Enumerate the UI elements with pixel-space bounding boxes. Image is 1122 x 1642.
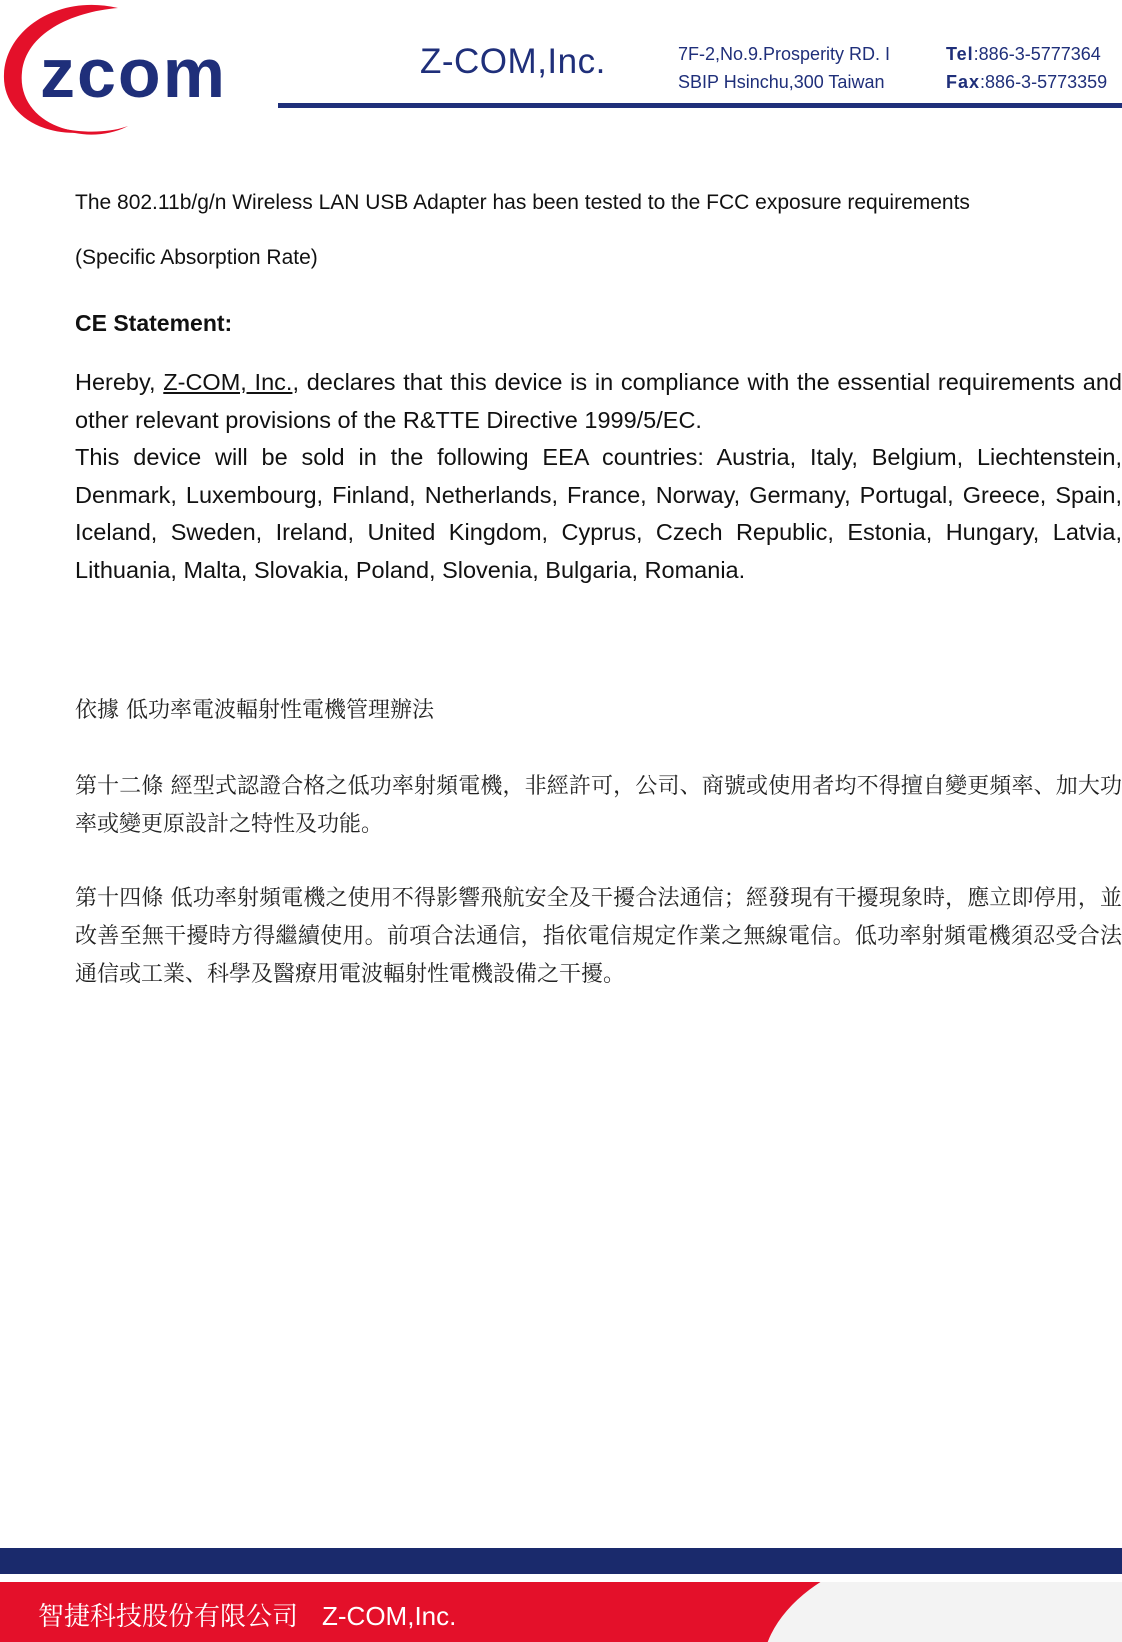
fcc-statement-line-1: The 802.11b/g/n Wireless LAN USB Adapter has been tested to the FCC exposure requirements <box>75 191 970 214</box>
ncc-regulation-title <box>75 695 1122 727</box>
page-header <box>0 0 1122 140</box>
ce-hereby-prefix: Hereby, <box>75 369 164 395</box>
ce-countries: This device will be sold in the following EEA countries: Austria, Italy, Belgium, Liechtenstein, Denmark, Luxembourg, Finland, Netherlands, France, Norway, Germany, Portugal, Greece, Spain, Iceland, Sweden, Ireland, United Kingdom, Cyprus, Czech Republic, Estonia, Hungary, Latvia, Lithuania, Malta, Slovakia, Poland, Slovenia, Bulgaria, Romania. <box>75 444 1122 583</box>
footer-company-name <box>38 1596 456 1633</box>
zcom-logo-graphic <box>0 0 280 140</box>
ncc-article-12 <box>75 768 1122 844</box>
ce-statement-body <box>75 364 1122 589</box>
address-line-1: 7F-2,No.9.Prosperity RD. I <box>678 44 891 64</box>
ncc-article-14-text: 第十四條 低功率射頻電機之使用不得影響飛航安全及干擾合法通信；經發現有干擾現象時，應立即停用，並改善至無干擾時方得繼續使用。前項合法通信，指依電信規定作業之無線電信。低功率射頻電機須忍受合法通信或工業、科學及醫療用電波輻射性電機設備之干擾。 <box>75 886 1122 987</box>
company-name: Z-COM,Inc. <box>420 42 606 81</box>
header-divider <box>278 103 1122 108</box>
page-footer <box>0 1548 1122 1642</box>
footer-gap <box>0 1574 1122 1582</box>
footer-company-cn: 智捷科技股份有限公司 <box>38 1602 299 1632</box>
ncc-article-14 <box>75 880 1122 994</box>
ce-declaration <box>75 364 1122 439</box>
ncc-title-text: 依據 低功率電波輻射性電機管理辦法 <box>75 698 434 723</box>
ce-statement-heading: CE Statement: <box>75 310 233 336</box>
footer-red-band <box>0 1582 1122 1642</box>
company-address <box>678 40 890 96</box>
tel-value: :886-3-5777364 <box>973 44 1101 64</box>
ncc-article-12-text: 第十二條 經型式認證合格之低功率射頻電機，非經許可，公司、商號或使用者均不得擅自變更頻率、加大功率或變更原設計之特性及功能。 <box>75 774 1122 837</box>
address-line-2: SBIP Hsinchu,300 Taiwan <box>678 72 885 92</box>
ce-hereby-rest: , declares that this device is in compliance with the essential requirements and other relevant provisions of the R&TTE Directive 1999/5/EC. <box>75 369 1122 433</box>
footer-navy-bar <box>0 1548 1122 1574</box>
tel-label: Tel <box>946 44 974 64</box>
document-body <box>75 190 1122 987</box>
fax-value: :886-3-5773359 <box>980 72 1108 92</box>
fax-line <box>946 68 1107 96</box>
zcom-logo <box>0 0 280 140</box>
tel-line <box>946 40 1107 68</box>
fcc-statement-line-2: (Specific Absorption Rate) <box>75 246 318 269</box>
fax-label: Fax <box>946 72 981 92</box>
footer-company-en: Z-COM,Inc. <box>322 1601 457 1631</box>
svg-text:zcom: zcom <box>40 34 227 112</box>
company-contact <box>946 40 1107 96</box>
ce-company-link: Z-COM, Inc. <box>163 369 293 395</box>
footer-swoosh <box>762 1582 1122 1642</box>
